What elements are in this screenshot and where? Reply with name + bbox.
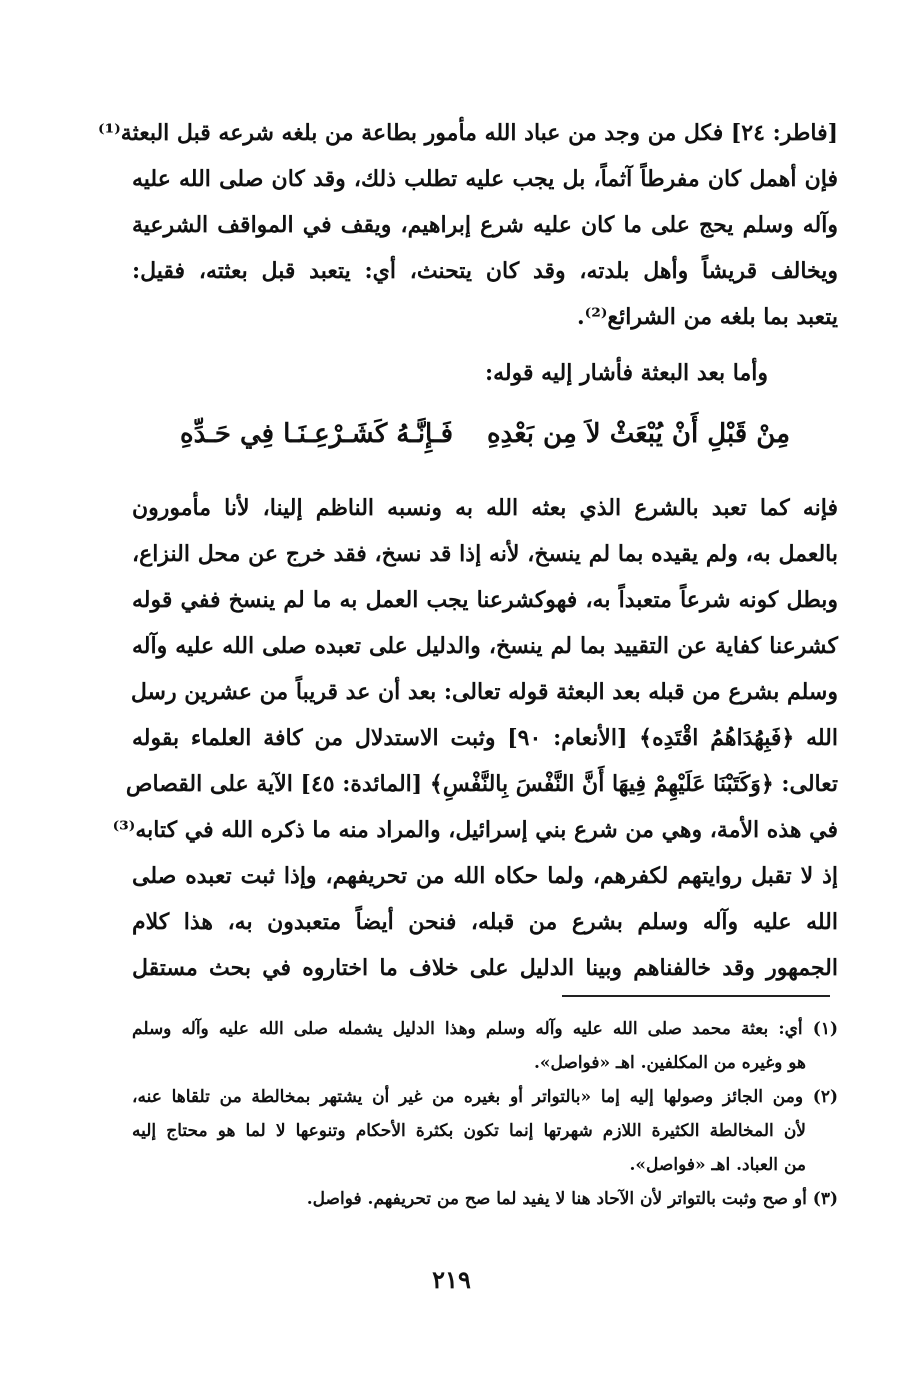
footnote-2 bbox=[132, 1080, 838, 1182]
text-line: فإن أهمل كان مفرطاً آثماً، بل يجب عليه تطلب ذلك، وقد كان صلى الله عليه bbox=[132, 166, 838, 192]
text-line: وسلم بشرع من قبله بعد البعثة قوله تعالى: بعد أن عد قريباً من عشرين رسل bbox=[130, 679, 838, 705]
text-line: كشرعنا كفاية عن التقييد بما لم ينسخ، والدليل على تعبده صلى الله عليه وآله bbox=[132, 633, 838, 659]
poem-verse bbox=[180, 404, 790, 464]
verse-left-hemistich: فَـإِنَّـهُ كَشَـرْعِـنَـا فِي حَـدِّهِ bbox=[180, 419, 454, 449]
footnote-line: لأن المخالطة الكثيرة اللازم شهرتها إنما تكون بكثرة الأحكام وتنوعها لا لما هو محتاج إليه bbox=[132, 1121, 806, 1141]
text-line: بالعمل به، ولم يقيده بما لم ينسخ، لأنه إذا قد نسخ، فقد خرج عن محل النزاع، bbox=[132, 541, 838, 567]
text-line: إذ لا تقبل روايتهم لكفرهم، ولما حكاه الله من تحريفهم، وإذا ثبت تعبده صلى bbox=[132, 863, 838, 889]
page-number: ٢١٩ bbox=[432, 1265, 471, 1294]
text-line: الله عليه وآله وسلم بشرع من قبله، فنحن أيضاً متعبدون به، هذا كلام bbox=[132, 909, 838, 935]
verse-right-hemistich: مِنْ قَبْلِ أَنْ يُبْعَثْ لاَ مِن بَعْدِهِ bbox=[486, 419, 790, 449]
footnotes bbox=[132, 1012, 838, 1216]
text-line: الجمهور وقد خالفناهم وبينا الدليل على خلاف ما اختاروه في بحث مستقل bbox=[132, 955, 838, 981]
footnote-line: من العباد. اهـ «فواصل». bbox=[629, 1155, 806, 1175]
text-line: [فاطر: ٢٤] فكل من وجد من عباد الله مأمور بطاعة من بلغه شرعه قبل البعثة⁽¹⁾ bbox=[98, 120, 838, 146]
text-line: في هذه الأمة، وهي من شرع بني إسرائيل، والمراد منه ما ذكره الله في كتابه⁽³⁾ bbox=[112, 817, 838, 843]
text-line: وآله وسلم يحج على ما كان عليه شرع إبراهيم، ويقف في المواقف الشرعية bbox=[132, 212, 838, 238]
text-line: فإنه كما تعبد بالشرع الذي بعثه الله به ونسبه الناظم إلينا، لأنا مأمورون bbox=[132, 495, 838, 521]
footnote-line: (٣) أو صح وثبت بالتواتر لأن الآحاد هنا لا يفيد لما صح من تحريفهم. فواصل. bbox=[306, 1189, 838, 1209]
text-line: يتعبد بما بلغه من الشرائع⁽²⁾. bbox=[576, 304, 838, 330]
footnote-3 bbox=[132, 1182, 838, 1216]
footnote-divider bbox=[562, 995, 830, 997]
footnote-1 bbox=[132, 1012, 838, 1080]
footnote-line: هو وغيره من المكلفين. اهـ «فواصل». bbox=[533, 1053, 806, 1073]
text-line: تعالى: ﴿وَكَتَبْنَا عَلَيْهِمْ فِيهَا أَنَّ النَّفْسَ بِالنَّفْسِ﴾ [المائدة: ٤٥] الآية على القصاص bbox=[125, 771, 838, 797]
text-line: الله ﴿فَبِهُدَاهُمُ اقْتَدِه﴾ [الأنعام: ٩٠] وثبت الاستدلال من كافة العلماء بقوله bbox=[132, 725, 839, 751]
text-line: وبطل كونه شرعاً متعبداً به، فهوكشرعنا يجب العمل به ما لم ينسخ ففي قوله bbox=[132, 587, 838, 613]
footnote-line: (١) أي: بعثة محمد صلى الله عليه وآله وسلم وهذا الدليل يشمله صلى الله عليه وآله وسلم bbox=[132, 1019, 838, 1039]
text-line: ويخالف قريشاً وأهل بلدته، وقد كان يتحنث، أي: يتعبد قبل بعثته، فقيل: bbox=[132, 258, 838, 284]
verse-intro: وأما بعد البعثة فأشار إليه قوله: bbox=[484, 360, 768, 386]
footnote-line: (٢) ومن الجائز وصولها إليه إما «بالتواتر أو بغيره من غير أن يشتهر بمخالطة من تلقاها عنه، bbox=[132, 1087, 838, 1107]
body-paragraph bbox=[112, 485, 839, 991]
top-paragraph bbox=[98, 110, 838, 340]
